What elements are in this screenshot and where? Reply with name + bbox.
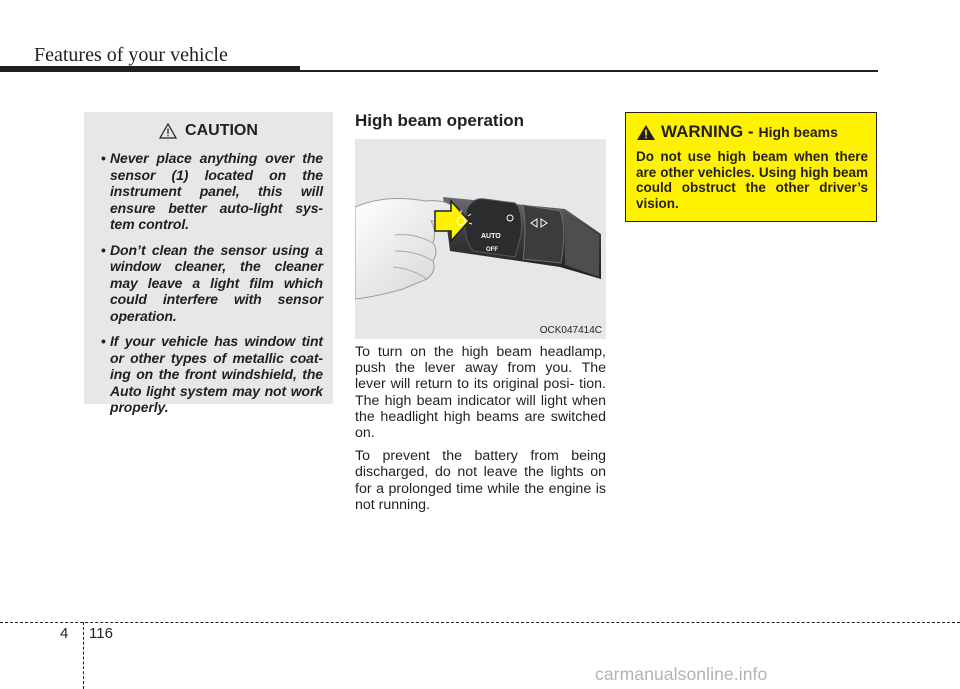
figure-code: OCK047414C [539,325,602,336]
footer-rule [0,622,960,623]
caution-box [84,112,333,415]
caution-triangle-icon [159,123,177,139]
lever-auto-label: AUTO [481,233,501,240]
headlight-lever-illustration [355,139,606,339]
page-header-title: Features of your vehicle [34,44,228,66]
section-title: High beam operation [355,111,525,130]
warning-subtitle: High beams [758,124,838,140]
section-body [355,344,606,520]
caution-item: • If your vehicle has window tint or other types of metallic coat- ing on the front windshield, the Auto light system may not work properly. [94,333,323,416]
caution-item: • Never place anything over the sensor (1) located on the instrument panel, this will ensure better auto-light sys- tem control. [94,150,323,233]
warning-triangle-icon [636,124,656,141]
header-rule-thin [300,70,878,72]
caution-list [94,150,323,416]
warning-box [625,112,877,222]
footer-divider [83,622,84,689]
caution-label: CAUTION [185,122,258,139]
warning-header [636,122,868,142]
high-beam-figure [355,139,606,339]
body-paragraph: To turn on the high beam headlamp, push the lever away from you. The lever will return to its original posi- tion. The high beam indicator will light when the headlight high beams are switched on. [355,344,606,442]
page-number: 116 [89,625,113,642]
caution-item: • Don’t clean the sensor using a window cleaner, the cleaner may leave a light film which could interfere with sensor operation. [94,242,323,325]
warning-label: WARNING - [661,122,754,141]
lever-off-label: OFF [486,247,498,253]
chapter-number: 4 [60,625,69,642]
watermark: carmanualsonline.info [595,664,768,684]
caution-header [94,122,323,140]
warning-text: Do not use high beam when there are other vehicles. Using high beam could obstruct the other driver’s vision. [636,149,868,211]
header-rule-thick [0,66,300,72]
body-paragraph: To prevent the battery from being discharged, do not leave the lights on for a prolonged time while the engine is not running. [355,448,606,513]
